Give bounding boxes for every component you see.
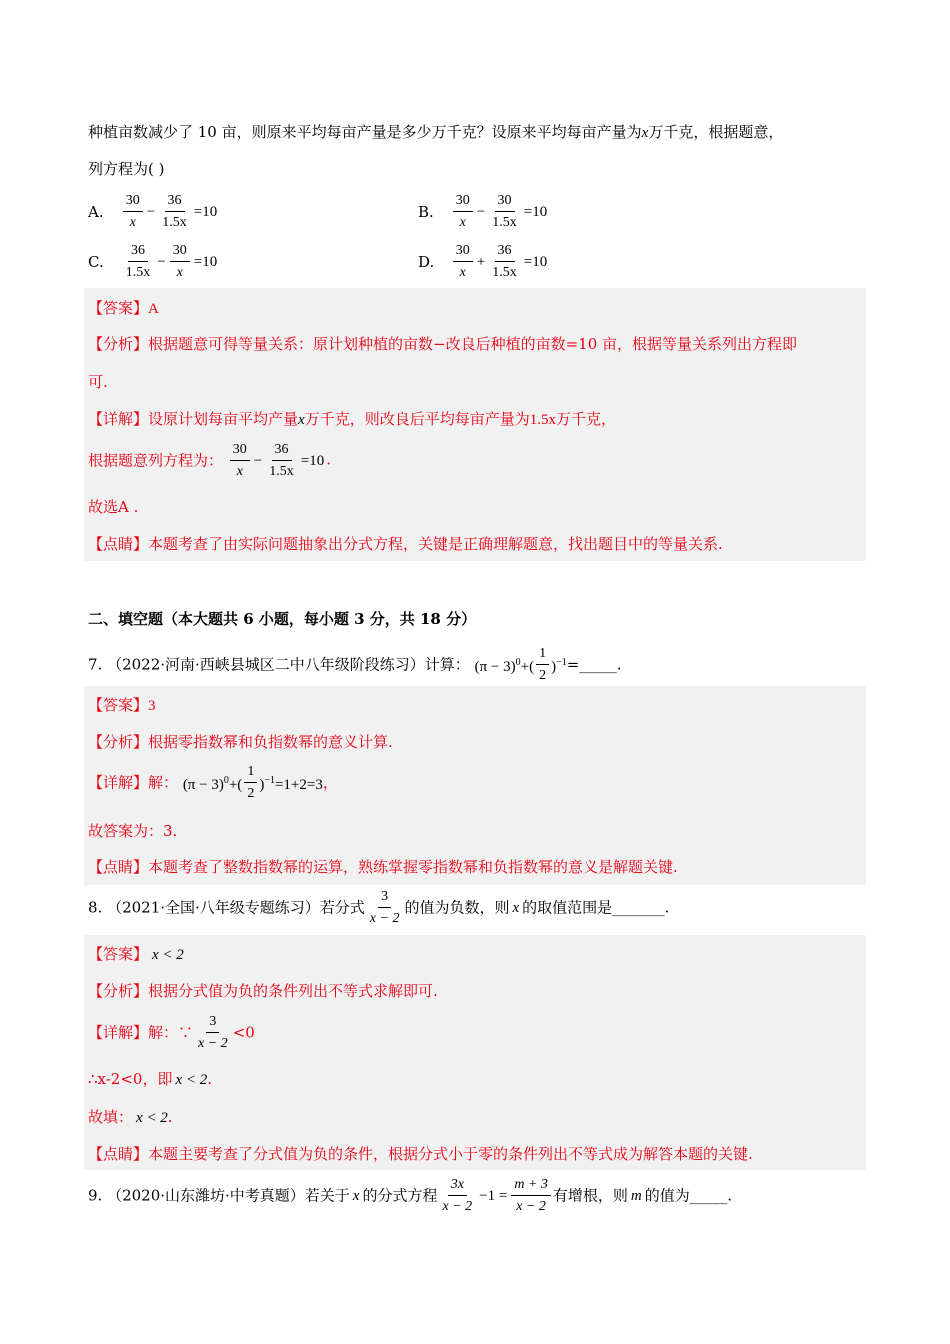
detail-tag: 【详解】	[88, 773, 149, 792]
q8-frac	[367, 888, 403, 927]
analysis-tag: 【分析】	[88, 982, 149, 1000]
q8-therefore	[88, 1068, 212, 1091]
frac-den: 1.5x	[269, 464, 294, 479]
q8-comment	[88, 1143, 753, 1165]
frac-num: 1	[536, 645, 549, 665]
frac-den: 2	[247, 786, 255, 801]
rhs: =10	[523, 253, 548, 270]
q7-answer	[88, 694, 156, 717]
frac-num: 30	[123, 192, 143, 212]
option-b-frac1	[453, 192, 473, 231]
frac-den: x	[129, 215, 136, 230]
frac-num: 30	[453, 242, 473, 262]
option-c-frac1	[123, 242, 154, 281]
q6-option-c	[88, 242, 219, 281]
q6-analysis-line2: 可.	[88, 373, 108, 391]
op: −	[146, 203, 156, 220]
paren: )	[259, 776, 265, 793]
frac-den: 1.5x	[162, 215, 187, 230]
frac-den: 1.5x	[492, 265, 517, 280]
q7-analysis	[88, 731, 393, 753]
therefore-text: ∴x-2<0，即	[88, 1070, 173, 1088]
q8-detail-frac	[195, 1013, 231, 1052]
analysis-tag: 【分析】	[88, 335, 149, 353]
frac-num: 36	[495, 242, 515, 262]
frac-num: 36	[165, 192, 185, 212]
period: .	[207, 1070, 213, 1088]
detail-tag: 【详解】	[88, 410, 149, 428]
frac-den: x	[176, 265, 183, 280]
option-c-label: C.	[88, 252, 104, 271]
detail-frac2	[266, 441, 297, 480]
answer-tag: 【答案】	[88, 945, 149, 963]
result: =1+2=3	[274, 776, 323, 793]
comment-tag: 【点睛】	[88, 1145, 149, 1163]
q9-stem-text: 的分式方程	[362, 1186, 438, 1205]
frac-num: m + 3	[511, 1176, 551, 1196]
var-x: x	[298, 412, 305, 428]
q7-comment	[88, 856, 678, 878]
q6-option-d	[418, 242, 549, 281]
q6-stem-text: 种植亩数减少了 10 亩，则原来平均每亩产量是多少万千克？设原来平均每亩产量为	[88, 123, 642, 141]
detail-text: 万千克，	[555, 410, 616, 428]
analysis-text: 根据零指数幂和负指数幂的意义计算.	[148, 733, 393, 751]
half-frac	[536, 645, 549, 684]
var-x: x	[512, 899, 520, 916]
option-d-frac1	[453, 242, 473, 281]
answer-value: A	[148, 301, 159, 317]
frac-den: x	[236, 464, 243, 479]
period: .	[167, 1108, 173, 1126]
frac-den: x − 2	[369, 911, 400, 926]
fill-text: 故填：	[88, 1108, 134, 1126]
frac-den: 1.5x	[125, 265, 151, 280]
option-d-frac2	[489, 242, 520, 281]
option-a-label: A.	[88, 202, 104, 221]
q8-solution-box	[84, 935, 866, 1170]
q8-stem-text: 的取值范围是_______.	[522, 898, 670, 917]
comment-text: 本题主要考查了分式值为负的条件，根据分式小于零的条件列出不等式成为解答本题的关键.	[148, 1145, 753, 1163]
op: −	[476, 203, 486, 220]
detail-text: 解：	[148, 773, 179, 792]
frac-den: 1.5x	[492, 215, 517, 230]
paren: )	[551, 658, 557, 675]
frac-num: 30	[453, 192, 473, 212]
rhs: =10	[300, 452, 325, 469]
answer-value: x < 2	[152, 947, 184, 963]
exponent: 0	[223, 774, 229, 786]
frac-num: 30	[170, 242, 190, 262]
period: .	[326, 450, 332, 469]
frac-den: x − 2	[198, 1036, 228, 1051]
detail-text: 万千克，则改良后平均每亩产量为	[304, 410, 530, 428]
comment-tag: 【点睛】	[88, 858, 149, 876]
expr: (π − 3)	[182, 776, 224, 793]
option-d-label: D.	[418, 252, 435, 271]
q9-stem	[88, 1176, 732, 1215]
frac-num: 3	[206, 1013, 219, 1033]
rhs: =10	[193, 203, 218, 220]
detail-text: 根据题意列方程为：	[88, 451, 224, 470]
frac-num: 36	[272, 441, 292, 461]
expr: (π − 3)	[474, 658, 516, 675]
q9-frac2	[511, 1176, 551, 1215]
exponent: −1	[264, 774, 275, 786]
rhs: =10	[193, 253, 218, 270]
q9-frac1	[439, 1176, 475, 1215]
analysis-text: 根据题意可得等量关系：原计划种植的亩数−改良后种植的亩数=10 亩，根据等量关系列出方程即	[148, 335, 798, 353]
detail-text: 设原计划每亩平均产量	[148, 410, 299, 428]
option-c-frac2	[170, 242, 190, 281]
plus: +(	[520, 658, 535, 675]
q6-option-b	[418, 192, 549, 231]
comment-text: 本题考查了整数指数幂的运算，熟练掌握零指数幂和负指数幂的意义是解题关键.	[148, 858, 678, 876]
frac-den: x	[459, 265, 466, 280]
q7-stem-text: 7. （2022·河南·西峡县城区二中八年级阶段练习）计算：	[88, 655, 470, 674]
var-x: x	[352, 1187, 360, 1204]
q7-result: 故答案为：3.	[88, 822, 178, 840]
comment-text: 本题考查了由实际问题抽象出分式方程，关键是正确理解题意，找出题目中的等量关系.	[148, 535, 723, 553]
rhs: =10	[523, 203, 548, 220]
option-b-frac2	[489, 192, 520, 231]
op: −1 =	[479, 1187, 508, 1204]
option-b-label: B.	[418, 202, 434, 221]
frac-num: 1	[244, 763, 257, 783]
q6-var-x: x	[641, 125, 649, 141]
answer-value: 3	[148, 698, 156, 714]
q6-comment	[88, 533, 723, 555]
q9-stem-text: 的值为_____.	[644, 1186, 733, 1205]
q6-detail-line1	[88, 408, 616, 431]
q6-option-a	[88, 192, 219, 231]
detail-tag: 【详解】	[88, 1023, 149, 1042]
frac-num: 3	[378, 888, 391, 908]
blank: =_____.	[566, 655, 622, 674]
q7-stem	[88, 645, 622, 684]
inequality: x < 2	[136, 1110, 168, 1126]
q8-answer	[88, 943, 184, 966]
q9-stem-text: 有增根，则	[552, 1186, 628, 1205]
q7-detail	[88, 763, 338, 802]
q8-stem	[88, 888, 669, 927]
q6-stem-tail: 万千克，根据题意，	[648, 123, 784, 141]
analysis-tag: 【分析】	[88, 733, 149, 751]
var-m: m	[630, 1187, 642, 1204]
frac-den: x − 2	[442, 1199, 473, 1214]
op: −	[253, 452, 263, 469]
answer-tag: 【答案】	[88, 299, 149, 317]
half-frac	[244, 763, 257, 802]
q8-analysis	[88, 980, 438, 1002]
q8-detail	[88, 1013, 255, 1052]
frac-den: 2	[539, 668, 547, 683]
frac-num: 30	[230, 441, 250, 461]
detail-expr: 1.5x	[529, 412, 556, 428]
frac-num: 30	[495, 192, 515, 212]
q6-detail-line2	[88, 441, 331, 480]
q8-fill	[88, 1106, 173, 1129]
exponent: 0	[515, 656, 521, 668]
detail-frac1	[230, 441, 250, 480]
op: +	[476, 253, 486, 270]
analysis-text: 根据分式值为负的条件列出不等式求解即可.	[148, 982, 438, 1000]
frac-num: 36	[128, 242, 148, 262]
plus: +(	[228, 776, 243, 793]
q8-stem-text: 8. （2021·全国·八年级专题练习）若分式	[88, 898, 365, 917]
q6-choose: 故选A .	[88, 498, 139, 516]
exponent: −1	[556, 656, 567, 668]
lt-zero: <0	[232, 1023, 255, 1042]
frac-den: x	[459, 215, 466, 230]
op: −	[157, 253, 166, 270]
answer-tag: 【答案】	[88, 696, 149, 714]
inequality: x < 2	[175, 1072, 208, 1088]
comment-tag: 【点睛】	[88, 535, 149, 553]
option-a-frac1	[123, 192, 143, 231]
option-a-frac2	[159, 192, 190, 231]
q6-stem-line1	[88, 121, 783, 144]
q6-answer	[88, 297, 159, 320]
section-title: 二、填空题（本大题共 6 小题，每小题 3 分，共 18 分）	[88, 610, 477, 628]
comma: ，	[322, 773, 338, 792]
q6-stem-line2: 列方程为( )	[88, 160, 165, 178]
q6-analysis-line1	[88, 333, 797, 355]
q8-stem-text: 的值为负数，则	[404, 898, 510, 917]
frac-den: x − 2	[516, 1199, 546, 1214]
q9-stem-text: 9. （2020·山东潍坊·中考真题）若关于	[88, 1186, 350, 1205]
frac-num: 3x	[448, 1176, 467, 1196]
detail-text: 解：∵	[148, 1023, 194, 1042]
